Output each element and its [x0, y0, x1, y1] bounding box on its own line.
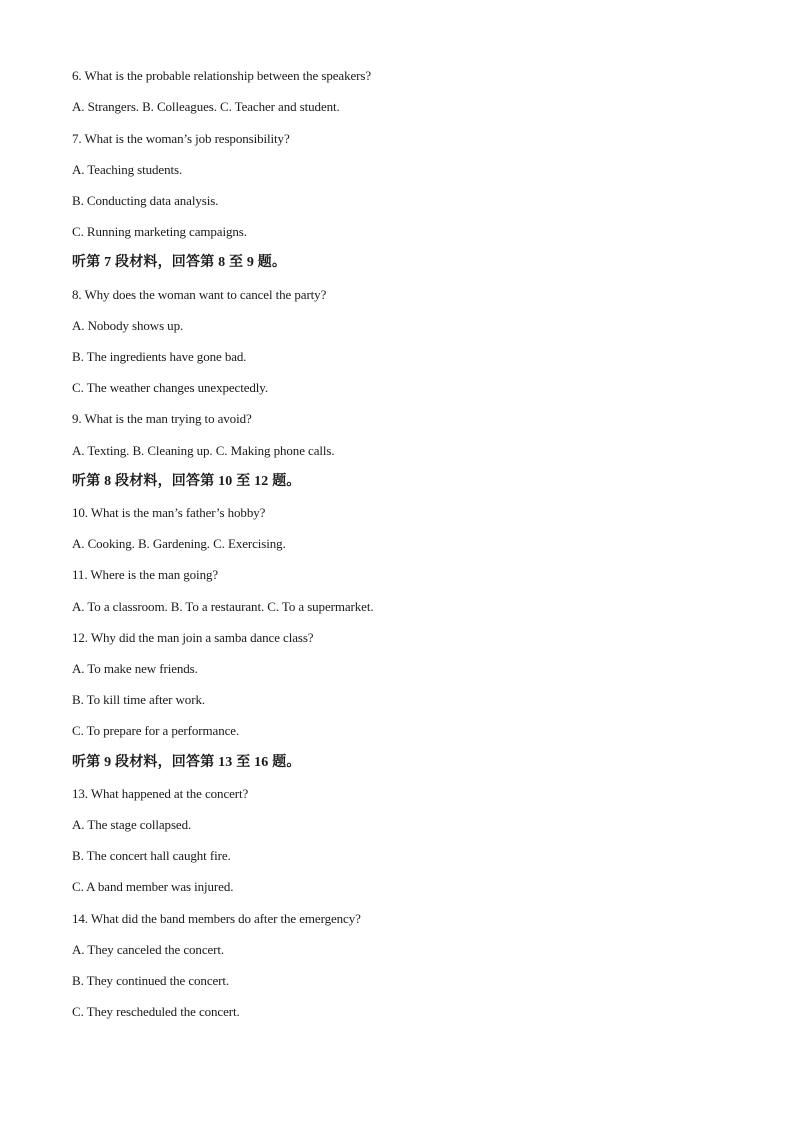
question-10: 10. What is the man’s father’s hobby? — [72, 505, 266, 520]
options-10: A. Cooking. B. Gardening. C. Exercising. — [72, 536, 286, 551]
options-6: A. Strangers. B. Colleagues. C. Teacher and student. — [72, 99, 340, 114]
question-7: 7. What is the woman’s job responsibility? — [72, 131, 290, 146]
option-14b: B. They continued the concert. — [72, 973, 230, 988]
option-13a: A. The stage collapsed. — [72, 817, 192, 832]
option-7b: B. Conducting data analysis. — [72, 193, 219, 208]
option-7c: C. Running marketing campaigns. — [72, 224, 247, 239]
section-heading-8: 听第 8 段材料，回答第 10 至 12 题。 — [72, 474, 301, 489]
option-14a: A. They canceled the concert. — [72, 942, 225, 957]
option-12a: A. To make new friends. — [72, 661, 198, 676]
section-heading-9: 听第 9 段材料，回答第 13 至 16 题。 — [72, 755, 301, 770]
option-7a: A. Teaching students. — [72, 162, 183, 177]
option-12b: B. To kill time after work. — [72, 692, 205, 707]
section-heading-7: 听第 7 段材料，回答第 8 至 9 题。 — [72, 255, 287, 270]
option-12c: C. To prepare for a performance. — [72, 723, 240, 738]
option-8b: B. The ingredients have gone bad. — [72, 349, 247, 364]
option-8c: C. The weather changes unexpectedly. — [72, 380, 269, 395]
question-8: 8. Why does the woman want to cancel the party? — [72, 287, 327, 302]
option-14c: C. They rescheduled the concert. — [72, 1004, 240, 1019]
option-8a: A. Nobody shows up. — [72, 318, 184, 333]
question-6: 6. What is the probable relationship between the speakers? — [72, 68, 371, 83]
question-9: 9. What is the man trying to avoid? — [72, 411, 252, 426]
options-9: A. Texting. B. Cleaning up. C. Making phone calls. — [72, 443, 335, 458]
question-13: 13. What happened at the concert? — [72, 786, 249, 801]
option-13b: B. The concert hall caught fire. — [72, 848, 231, 863]
question-14: 14. What did the band members do after the emergency? — [72, 911, 361, 926]
question-12: 12. Why did the man join a samba dance class? — [72, 630, 314, 645]
options-11: A. To a classroom. B. To a restaurant. C. To a supermarket. — [72, 599, 374, 614]
option-13c: C. A band member was injured. — [72, 879, 234, 894]
question-11: 11. Where is the man going? — [72, 567, 219, 582]
